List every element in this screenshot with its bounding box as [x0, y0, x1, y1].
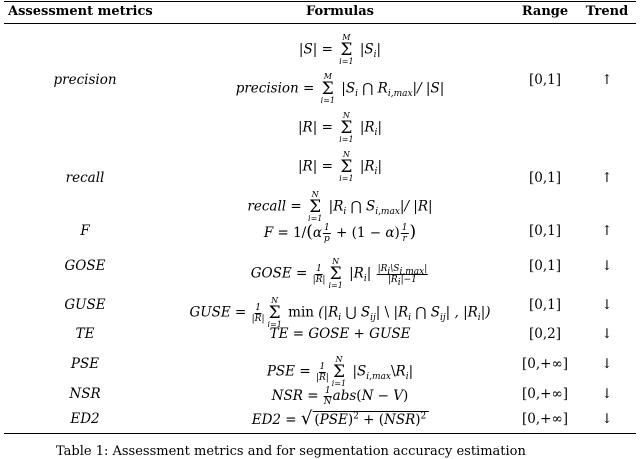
metric-pse: PSE	[70, 356, 100, 372]
trend-precision: ↑	[601, 72, 613, 88]
formula-precision-1: |S| = M Σ i=1 $|S_i|$	[298, 33, 382, 66]
header-metrics: Assessment metrics	[8, 4, 153, 19]
header-formulas: Formulas	[306, 4, 374, 19]
range-gose: [0,1]	[528, 258, 562, 274]
trend-nsr: ↓	[601, 386, 613, 402]
formula-ed2: ED2 = √ (PSE)$^2$ + (NSR)$^2$	[251, 408, 427, 429]
trend-gose: ↓	[601, 258, 613, 274]
formula-pse: PSE = $\frac{1}{|R|}$ N Σ i=1 $|S_{i,max}\backslash R_i|$	[266, 355, 414, 388]
trend-recall: ↑	[601, 170, 613, 186]
range-guse: [0,1]	[528, 297, 562, 313]
trend-guse: ↓	[601, 297, 613, 313]
trend-te: ↓	[601, 326, 613, 342]
metric-ed2: ED2	[70, 411, 100, 427]
range-te: [0,2]	[528, 326, 562, 342]
trend-pse: ↓	[601, 356, 613, 372]
formula-recall-3: recall = N Σ i=1 $|R_i$ ⋂ $S_{i,max}|/$ |R|	[247, 190, 433, 223]
range-recall: [0,1]	[528, 170, 562, 186]
formula-recall-2: |R| = N Σ i=1 $|R_i|$	[297, 150, 383, 183]
range-pse: [0,+∞]	[522, 356, 568, 372]
range-ed2: [0,+∞]	[522, 411, 568, 427]
formula-recall-1: |R| = N Σ i=1 $|R_i|$	[297, 111, 383, 144]
formula-nsr: NSR = $\frac{1}{N}$ abs(N − V)	[271, 386, 409, 407]
formula-precision-2: precision = M Σ i=1 $|S_i$ ⋂ $R_{i,max}|/$ |S|	[235, 72, 445, 105]
metric-recall: recall	[65, 170, 105, 186]
formula-guse: GUSE = $\frac{1}{|R|}$ N Σ i=1 $\min (|R_i$ ⋃ $S_{ij}|$ \ $|R_i$ ⋂ $S_{ij}|$ , $|R_i|$)	[189, 296, 491, 329]
metric-precision: precision	[53, 72, 117, 88]
trend-ed2: ↓	[601, 411, 613, 427]
top-rule	[4, 1, 636, 2]
metric-nsr: NSR	[69, 386, 101, 402]
trend-f: ↑	[601, 223, 613, 239]
range-f: [0,1]	[528, 223, 562, 239]
metric-f: F	[80, 223, 90, 239]
table-caption: Table 1: Assessment metrics and for segmentation accuracy estimation	[56, 444, 526, 459]
formula-f: F = 1/(α $\frac{1}{p}$ + (1 − α) $\frac{1}{r}$ )	[263, 222, 417, 244]
metric-te: TE	[75, 326, 95, 342]
metric-gose: GOSE	[64, 258, 106, 274]
range-precision: [0,1]	[528, 72, 562, 88]
bottom-rule	[4, 433, 636, 434]
formula-gose: GOSE = $\frac{1}{|R|}$ N Σ i=1 $|R_i|$ $\frac{|R_i\backslash S_{i,max}|}{|R_i|-1}$	[250, 257, 428, 290]
header-trend: Trend	[585, 4, 629, 19]
range-nsr: [0,+∞]	[522, 386, 568, 402]
formula-te: TE = GOSE + GUSE	[269, 326, 411, 342]
header-range: Range	[521, 4, 569, 19]
metric-guse: GUSE	[64, 297, 106, 313]
header-rule	[4, 23, 636, 24]
